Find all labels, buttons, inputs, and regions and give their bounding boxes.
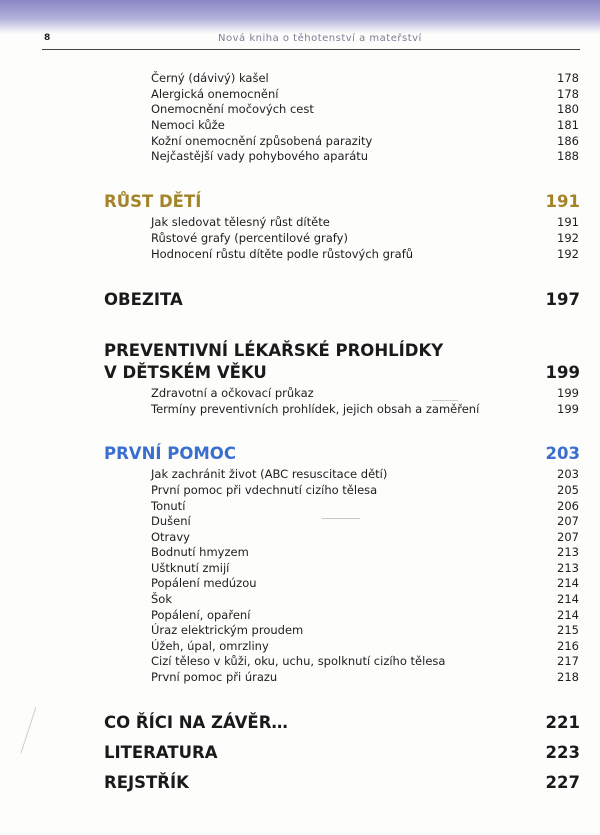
toc-entry-title: Popálení medúzou xyxy=(151,576,257,590)
toc-entry-title: Kožní onemocnění způsobená parazity xyxy=(151,134,373,148)
toc-entry-page: 199 xyxy=(557,402,579,416)
toc-entry-page: 205 xyxy=(557,483,579,497)
toc-chapter-prvni-pomoc[interactable] xyxy=(104,443,580,464)
toc-entry[interactable] xyxy=(151,482,579,498)
toc-entry-title: Bodnutí hmyzem xyxy=(151,545,249,559)
toc-entry-page: 217 xyxy=(557,654,579,668)
toc-entry-page: 216 xyxy=(557,639,579,653)
chapter-title: PRVNÍ POMOC xyxy=(104,444,236,463)
toc-entry[interactable] xyxy=(151,214,579,230)
toc-entry[interactable] xyxy=(151,560,579,576)
toc-entry-title: Úžeh, úpal, omrzliny xyxy=(151,639,269,653)
chapter-page: 191 xyxy=(545,192,580,211)
toc-entry[interactable] xyxy=(151,529,579,545)
toc-entry[interactable] xyxy=(151,638,579,654)
toc-entry-page: 207 xyxy=(557,530,579,544)
chapter-page: 227 xyxy=(545,773,580,792)
toc-entry-page: 180 xyxy=(557,102,579,116)
toc-entry-page: 215 xyxy=(557,623,579,637)
toc-entry[interactable] xyxy=(151,513,579,529)
toc-entry[interactable] xyxy=(151,101,579,117)
toc-chapter-rejstrik[interactable] xyxy=(104,772,580,793)
page-number: 8 xyxy=(44,33,51,43)
toc-entry[interactable] xyxy=(151,148,579,164)
toc-chapter-rust-deti[interactable] xyxy=(104,191,580,212)
toc-entry[interactable] xyxy=(151,575,579,591)
toc-entry-page: 214 xyxy=(557,576,579,590)
chapter-title: LITERATURA xyxy=(104,743,218,762)
chapter-title: CO ŘÍCI NA ZÁVĚR… xyxy=(104,713,288,732)
toc-entry-page: 181 xyxy=(557,118,579,132)
toc-entry-title: Popálení, opaření xyxy=(151,608,251,622)
toc-entry[interactable] xyxy=(151,669,579,685)
toc-entry-page: 218 xyxy=(557,670,579,684)
toc-entry-title: Dušení xyxy=(151,514,191,528)
toc-entry-title: Jak sledovat tělesný růst dítěte xyxy=(151,215,330,229)
toc-entry[interactable] xyxy=(151,86,579,102)
scan-mark xyxy=(432,400,458,401)
toc-chapter-obezita[interactable] xyxy=(104,289,580,310)
toc-entry[interactable] xyxy=(151,70,579,86)
toc-entry-title: Zdravotní a očkovací průkaz xyxy=(151,386,314,400)
toc-entry-title: Onemocnění močových cest xyxy=(151,102,314,116)
toc-entry-title: Otravy xyxy=(151,530,190,544)
toc-entry-page: 186 xyxy=(557,134,579,148)
toc-entry-title: První pomoc při úrazu xyxy=(151,670,278,684)
toc-entry-page: 214 xyxy=(557,592,579,606)
toc-entry-page: 213 xyxy=(557,545,579,559)
toc-entry-title: Alergická onemocnění xyxy=(151,87,279,101)
chapter-title: REJSTŘÍK xyxy=(104,773,189,792)
chapter-title: OBEZITA xyxy=(104,290,183,309)
chapter-page: 199 xyxy=(545,363,580,382)
toc-entry-title: Termíny preventivních prohlídek, jejich obsah a zaměření xyxy=(151,402,480,416)
toc-entry-page: 192 xyxy=(557,231,579,245)
chapter-page: 203 xyxy=(545,444,580,463)
toc-entry-title: Černý (dávivý) kašel xyxy=(151,71,269,85)
toc-entry-title: Uštknutí zmijí xyxy=(151,561,230,575)
toc-entry-title: Šok xyxy=(151,592,172,606)
chapter-title-line2: V DĚTSKÉM VĚKU xyxy=(104,363,267,382)
toc-entry[interactable] xyxy=(151,653,579,669)
toc-entry[interactable] xyxy=(151,401,579,417)
toc-entry-page: 203 xyxy=(557,467,579,481)
toc-entry[interactable] xyxy=(151,498,579,514)
toc-entry-page: 192 xyxy=(557,247,579,261)
toc-entry-title: Nemoci kůže xyxy=(151,118,225,132)
toc-entry-title: Nejčastější vady pohybového aparátu xyxy=(151,149,369,163)
toc-entry-title: Cizí těleso v kůži, oku, uchu, spolknutí cizího tělesa xyxy=(151,654,446,668)
toc-entry[interactable] xyxy=(151,117,579,133)
toc-entry[interactable] xyxy=(151,230,579,246)
toc-entry-page: 206 xyxy=(557,499,579,513)
toc-entry-page: 214 xyxy=(557,608,579,622)
toc-entry-page: 178 xyxy=(557,71,579,85)
toc-entry-page: 213 xyxy=(557,561,579,575)
toc-entry[interactable] xyxy=(151,466,579,482)
toc-entry[interactable] xyxy=(151,622,579,638)
toc-entry-title: Úraz elektrickým proudem xyxy=(151,623,304,637)
toc-chapter-zaver[interactable] xyxy=(104,712,580,733)
toc-entry-title: První pomoc při vdechnutí cizího tělesa xyxy=(151,483,378,497)
toc-entry-page: 188 xyxy=(557,149,579,163)
toc-entry-title: Jak zachránit život (ABC resuscitace dětí) xyxy=(151,467,388,481)
scan-mark xyxy=(322,518,360,519)
chapter-title-line1: PREVENTIVNÍ LÉKAŘSKÉ PROHLÍDKY xyxy=(104,341,444,360)
toc-entry[interactable] xyxy=(151,133,579,149)
chapter-page: 197 xyxy=(545,290,580,309)
toc-entry-title: Hodnocení růstu dítěte podle růstových grafů xyxy=(151,247,414,261)
chapter-page: 221 xyxy=(545,713,580,732)
chapter-page: 223 xyxy=(545,743,580,762)
toc-entry[interactable] xyxy=(151,544,579,560)
toc-entry-page: 191 xyxy=(557,215,579,229)
toc-entry[interactable] xyxy=(151,591,579,607)
toc-entry[interactable] xyxy=(151,385,579,401)
toc-chapter-literatura[interactable] xyxy=(104,742,580,763)
chapter-title: RŮST DĚTÍ xyxy=(104,192,202,211)
toc-entry[interactable] xyxy=(151,607,579,623)
toc-entry-title: Tonutí xyxy=(151,499,186,513)
toc-chapter-preventivni[interactable] xyxy=(104,340,580,382)
toc-entry-page: 178 xyxy=(557,87,579,101)
toc-entry-page: 199 xyxy=(557,386,579,400)
toc-entry-title: Růstové grafy (percentilové grafy) xyxy=(151,231,348,245)
toc-entry[interactable] xyxy=(151,246,579,262)
running-title: Nová kniha o těhotenství a mateřství xyxy=(218,33,422,44)
toc-entry-page: 207 xyxy=(557,514,579,528)
